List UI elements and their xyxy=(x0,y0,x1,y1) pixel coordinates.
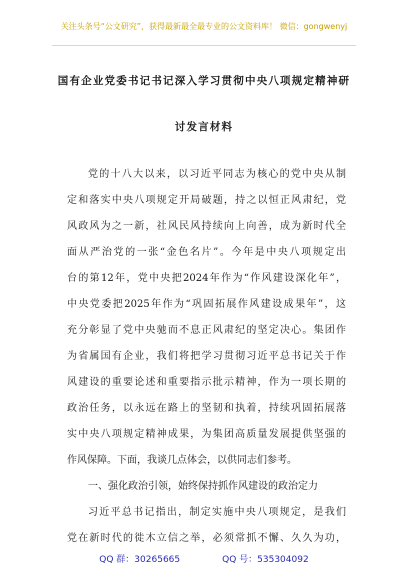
body-text-line: 一、强化政治引领，始终保持抓作风建设的政治定力 xyxy=(88,481,318,492)
body-text-line: 充分彰显了党中央驰而不息正风肃纪的坚定决心。集团作 xyxy=(67,325,346,336)
body-text-line: 风建设的重要论述和重要指示批示精神，作为一项长期的 xyxy=(67,377,346,388)
footer-qq-number: QQ 号：535304092 xyxy=(222,555,309,565)
footer-qq-group: QQ 群：30265665 xyxy=(99,555,181,565)
body-text-line: 为省属国有企业，我们将把学习贯彻习近平总书记关于作 xyxy=(67,351,346,362)
body-text-line: 作风保障。下面，我谈几点体会，以供同志们参考。 xyxy=(67,455,297,466)
body-text-line: 实中央八项规定精神成果，为集团高质量发展提供坚强的 xyxy=(67,429,346,440)
body-text-line: 定和落实中央八项规定开局破题，持之以恒正风肃纪，党 xyxy=(67,195,346,206)
header-wechat-text: 微信：gongwenyj xyxy=(279,22,348,31)
body-text-line: 党在新时代的徙木立信之举，必须常抓不懈、久久为功， xyxy=(67,533,346,544)
body-text-line: 风政风为之一新，社风民风持续向上向善，成为新时代全 xyxy=(67,221,346,232)
body-text-line: 面从严治党的一张“金色名片”。今年是中央八项规定出 xyxy=(67,247,346,258)
body-text-line: 中央党委把2025年作为“巩固拓展作风建设成果年”，这 xyxy=(67,299,346,310)
header-divider xyxy=(52,45,356,46)
header-promo-text: 关注头条号“公文研究”，获得最新最全最专业的公文资料库！ xyxy=(60,22,280,31)
body-text-line: 习近平总书记指出，制定实施中央八项规定，是我们 xyxy=(88,507,346,518)
document-title-line-1: 国有企业党委书记书记深入学习贯彻中央八项规定精神研 xyxy=(57,75,351,87)
footer-contact xyxy=(0,554,408,566)
header-promo-note xyxy=(0,22,408,32)
body-text-line: 政治任务，以永远在路上的坚韧和执着，持续巩固拓展落 xyxy=(67,403,346,414)
body-text-line: 党的十八大以来，以习近平同志为核心的党中央从制 xyxy=(88,169,346,180)
document-title-line-2: 讨发言材料 xyxy=(174,121,234,133)
body-text-line: 台的第12年，党中央把2024年作为“作风建设深化年”， xyxy=(67,273,346,284)
